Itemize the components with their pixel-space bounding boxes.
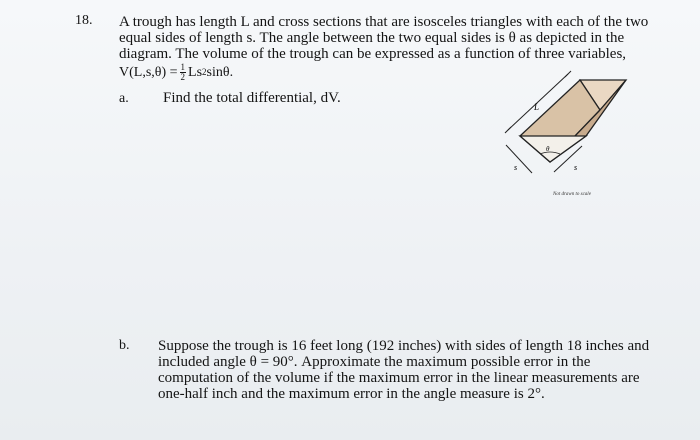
- intro-line-2: equal sides of length s. The angle between the two equal sides is θ as depicted in the: [119, 30, 625, 46]
- part-b-label: b.: [119, 338, 130, 353]
- diagram-note: Not drawn to scale: [553, 192, 591, 197]
- label-L: L: [534, 102, 540, 112]
- label-s-left: s: [514, 163, 518, 172]
- side-s-left-dimension-line: [506, 145, 532, 173]
- formula-fraction: [180, 63, 187, 82]
- formula-rhs-a: Ls: [188, 64, 203, 80]
- problem-number: 18.: [75, 13, 93, 28]
- part-b-line-3: computation of the volume if the maximum error in the linear measurements are: [158, 370, 640, 386]
- label-theta: θ: [546, 145, 550, 153]
- formula-rhs-b: sinθ.: [206, 64, 234, 80]
- part-b-line-4: one-half inch and the maximum error in the angle measure is 2°.: [158, 386, 545, 402]
- formula-exponent: 2: [202, 67, 207, 77]
- volume-formula: [119, 63, 233, 82]
- trough-diagram: [490, 70, 640, 200]
- trough-near-end: [520, 136, 586, 162]
- label-s-right: s: [574, 163, 578, 172]
- length-dimension-tick-end: [565, 71, 571, 77]
- intro-line-1: A trough has length L and cross sections that are isosceles triangles with each of the two: [119, 14, 649, 30]
- fraction-numerator: 1: [180, 62, 186, 72]
- part-b-line-2: included angle θ = 90°. Approximate the maximum possible error in the: [158, 354, 591, 370]
- length-dimension-tick-start: [505, 127, 511, 133]
- fraction-denominator: 2: [180, 72, 186, 82]
- part-a-label: a.: [119, 91, 129, 106]
- formula-lhs: V(L,s,θ) =: [119, 64, 178, 80]
- intro-line-3: diagram. The volume of the trough can be expressed as a function of three variables,: [119, 46, 627, 62]
- part-a-question: Find the total differential, dV.: [163, 90, 341, 106]
- part-b-line-1: Suppose the trough is 16 feet long (192 inches) with sides of length 18 inches and: [158, 338, 650, 354]
